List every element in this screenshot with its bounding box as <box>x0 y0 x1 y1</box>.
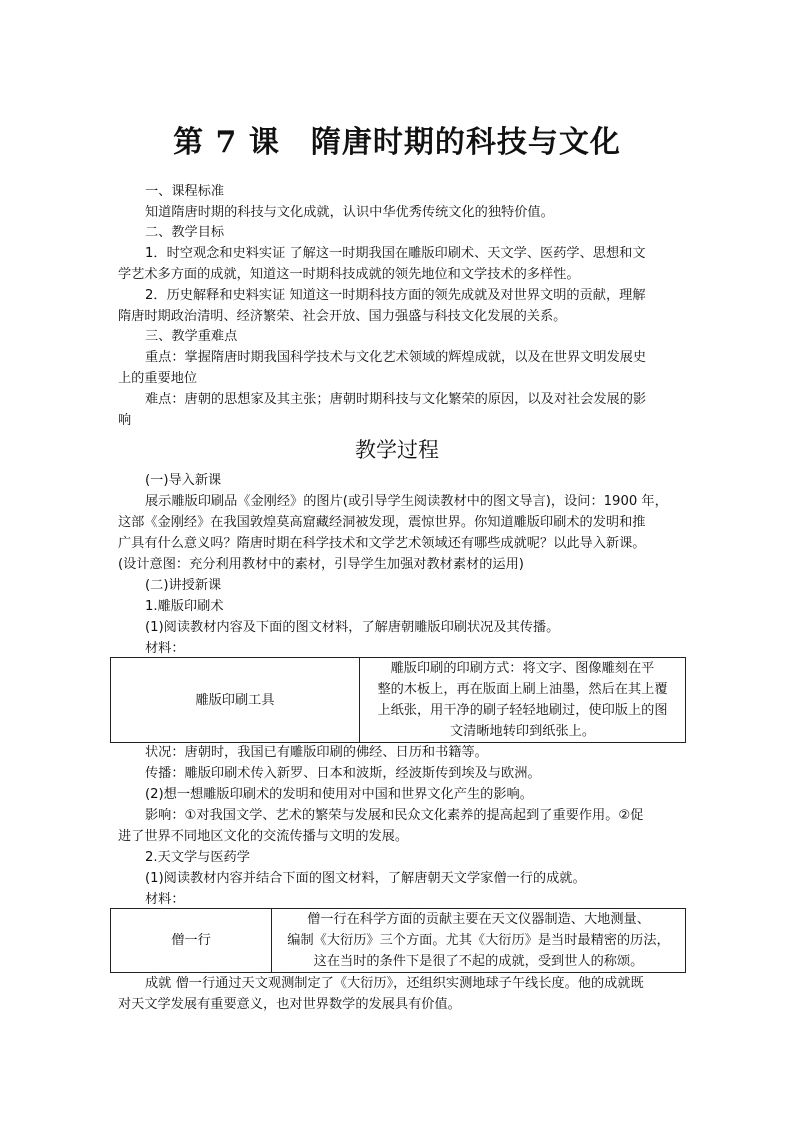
material-label: 材料： <box>145 641 185 656</box>
intro-line-3: 广具有什么意义吗？隋唐时期在科学技术和文学艺术领域还有哪些成就呢？以此导入新课。 <box>118 536 646 551</box>
key-point-line-2: 上的重要地位 <box>118 371 198 386</box>
keypoints-heading: 三、教学重难点 <box>145 329 238 344</box>
printing-question-1: (1)阅读教材内容及下面的图文材料，了解唐朝雕版印刷状况及其传播。 <box>145 620 560 635</box>
printing-method-line-4: 文清晰地转印到纸张上。 <box>449 724 596 739</box>
yixing-detail-line-3: 这在当时的条件下是很了不起的成就，受到世人的称颂。 <box>313 954 644 969</box>
astronomy-question-1: (1)阅读教材内容并结合下面的图文材料，了解唐朝天文学家僧一行的成就。 <box>145 871 586 886</box>
difficulty-line-2: 响 <box>118 413 132 428</box>
yixing-detail-cell <box>272 909 686 973</box>
material-label-2: 材料： <box>145 892 185 907</box>
printing-status: 状况：唐朝时，我国已有雕版印刷的佛经、日历和书籍等。 <box>145 745 488 760</box>
lesson-title: 第 7 课 隋唐时期的科技与文化 <box>173 125 621 160</box>
achievement-line-2: 对天文学发展有重要意义，也对世界数学的发展具有价值。 <box>118 997 461 1012</box>
difficulty-line-1: 难点：唐朝的思想家及其主张；唐朝时期科技与文化繁荣的原因，以及对社会发展的影 <box>145 392 647 407</box>
standard-text: 知道隋唐时期的科技与文化成就，认识中华优秀传统文化的独特价值。 <box>145 205 554 220</box>
intro-heading: (一)导入新课 <box>145 473 222 488</box>
impact-line-1: 影响：①对我国文学、艺术的繁荣与发展和民众文化素养的提高起到了重要作用。②促 <box>145 808 644 823</box>
intro-line-4: (设计意图：充分利用教材中的素材，引导学生加强对教材素材的运用) <box>118 557 524 572</box>
process-heading: 教学过程 <box>355 438 439 462</box>
impact-line-2: 进了世界不同地区文化的交流传播与文明的发展。 <box>118 829 409 844</box>
yixing-detail-line-2: 编制《大衍历》三个方面。尤其《大衍历》是当时最精密的历法， <box>287 933 670 948</box>
printing-heading: 1.雕版印刷术 <box>145 599 224 614</box>
teach-heading: (二)讲授新课 <box>145 578 222 593</box>
yixing-name-cell: 僧一行 <box>111 909 272 973</box>
intro-line-1: 展示雕版印刷品《金刚经》的图片(或引导学生阅读教材中的图文导言)，设问：1900 年， <box>145 494 668 509</box>
goals-heading: 二、教学目标 <box>145 225 225 240</box>
printing-method-line-3: 上纸张，用干净的刷子轻轻地刷过，使印版上的图 <box>377 703 668 718</box>
astronomy-heading: 2.天文学与医药学 <box>145 850 250 865</box>
printing-method-line-1: 雕版印刷的印刷方式：将文字、图像雕刻在平 <box>390 661 655 676</box>
printing-method-line-2: 整的木板上，再在版面上刷上油墨，然后在其上覆 <box>377 682 668 697</box>
yixing-material-table <box>110 908 686 973</box>
printing-tool-cell: 雕版印刷工具 <box>111 658 360 743</box>
printing-question-2: (2)想一想雕版印刷术的发明和使用对中国和世界文化产生的影响。 <box>145 787 533 802</box>
goal-2-line-1: 2．历史解释和史料实证 知道这一时期科技方面的领先成就及对世界文明的贡献，理解 <box>145 288 646 303</box>
printing-method-cell <box>360 658 686 743</box>
key-point-line-1: 重点：掌握隋唐时期我国科学技术与文化艺术领域的辉煌成就，以及在世界文明发展史 <box>145 350 647 365</box>
achievement-line-1: 成就 僧一行通过天文观测制定了《大衍历》，还组织实测地球子午线长度。他的成就既 <box>145 976 644 991</box>
intro-line-2: 这部《金刚经》在我国敦煌莫高窟藏经洞被发现，震惊世界。你知道雕版印刷术的发明和推 <box>118 515 646 530</box>
standard-heading: 一、课程标准 <box>145 184 225 199</box>
goal-2-line-2: 隋唐时期政治清明、经济繁荣、社会开放、国力强盛与科技文化发展的关系。 <box>118 309 567 324</box>
goal-1-line-2: 学艺术多方面的成就，知道这一时期科技成就的领先地位和文学技术的多样性。 <box>118 267 580 282</box>
printing-spread: 传播：雕版印刷术传入新罗、日本和波斯，经波斯传到埃及与欧洲。 <box>145 766 541 781</box>
yixing-detail-line-1: 僧一行在科学方面的贡献主要在天文仪器制造、大地测量、 <box>307 912 650 927</box>
goal-1-line-1: 1．时空观念和史料实证 了解这一时期我国在雕版印刷术、天文学、医药学、思想和文 <box>145 246 646 261</box>
printing-material-table <box>110 657 686 743</box>
